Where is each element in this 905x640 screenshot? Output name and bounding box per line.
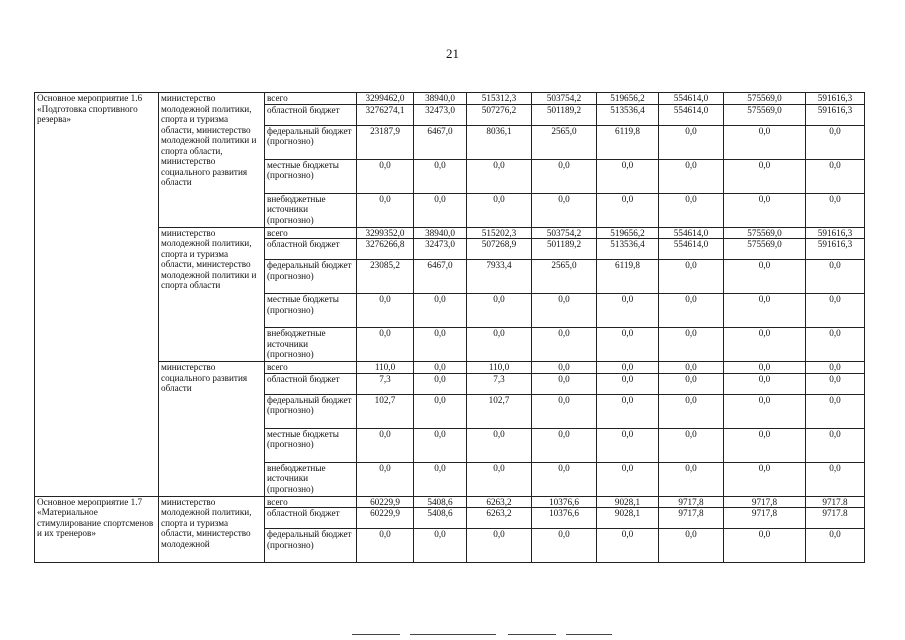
funding-source-cell: всего bbox=[265, 93, 357, 105]
value-cell: 0,0 bbox=[467, 462, 532, 496]
value-cell: 9717,8 bbox=[724, 496, 806, 508]
footer-rule bbox=[508, 634, 556, 635]
table-row bbox=[35, 93, 865, 105]
value-cell: 38940,0 bbox=[414, 227, 467, 239]
page-number: 21 bbox=[446, 46, 459, 61]
funding-source-cell: федеральный бюджет (прогнозно) bbox=[265, 529, 357, 563]
value-cell: 0,0 bbox=[467, 193, 532, 227]
budget-table bbox=[34, 92, 865, 563]
value-cell: 38940,0 bbox=[414, 93, 467, 105]
funding-source-cell: областной бюджет bbox=[265, 239, 357, 260]
value-cell: 501189,2 bbox=[532, 239, 597, 260]
value-cell: 0,0 bbox=[659, 328, 724, 362]
value-cell: 6467,0 bbox=[414, 125, 467, 159]
value-cell: 554614,0 bbox=[659, 239, 724, 260]
value-cell: 0,0 bbox=[357, 462, 414, 496]
value-cell: 0,0 bbox=[724, 294, 806, 328]
value-cell: 519656,2 bbox=[597, 93, 659, 105]
value-cell: 0,0 bbox=[357, 159, 414, 193]
value-cell: 0,0 bbox=[414, 394, 467, 428]
value-cell: 2565,0 bbox=[532, 260, 597, 294]
value-cell: 0,0 bbox=[659, 373, 724, 394]
value-cell: 0,0 bbox=[532, 428, 597, 462]
value-cell: 0,0 bbox=[659, 193, 724, 227]
value-cell: 0,0 bbox=[532, 362, 597, 374]
value-cell: 0,0 bbox=[467, 328, 532, 362]
funding-source-cell: всего bbox=[265, 362, 357, 374]
value-cell: 575569,0 bbox=[724, 93, 806, 105]
funding-source-cell: внебюджетные источники (прогнозно) bbox=[265, 462, 357, 496]
table-row bbox=[35, 496, 865, 508]
value-cell: 7,3 bbox=[467, 373, 532, 394]
value-cell: 0,0 bbox=[532, 159, 597, 193]
value-cell: 0,0 bbox=[659, 394, 724, 428]
funding-source-cell: федеральный бюджет (прогнозно) bbox=[265, 260, 357, 294]
value-cell: 0,0 bbox=[724, 462, 806, 496]
value-cell: 10376,6 bbox=[532, 508, 597, 529]
value-cell: 3276274,1 bbox=[357, 104, 414, 125]
value-cell: 5408,6 bbox=[414, 496, 467, 508]
funding-source-cell: местные бюджеты (прогнозно) bbox=[265, 428, 357, 462]
value-cell: 32473,0 bbox=[414, 239, 467, 260]
value-cell: 9717,8 bbox=[659, 508, 724, 529]
value-cell: 503754,2 bbox=[532, 93, 597, 105]
value-cell: 0,0 bbox=[597, 193, 659, 227]
funding-source-cell: федеральный бюджет (прогнозно) bbox=[265, 394, 357, 428]
value-cell: 0,0 bbox=[597, 362, 659, 374]
value-cell: 6263,2 bbox=[467, 508, 532, 529]
value-cell: 0,0 bbox=[724, 159, 806, 193]
value-cell: 0,0 bbox=[806, 362, 865, 374]
value-cell: 102,7 bbox=[467, 394, 532, 428]
value-cell: 513536,4 bbox=[597, 239, 659, 260]
value-cell: 9717.8 bbox=[806, 508, 865, 529]
funding-source-cell: внебюджетные источники (прогнозно) bbox=[265, 193, 357, 227]
value-cell: 0,0 bbox=[467, 159, 532, 193]
value-cell: 0,0 bbox=[806, 394, 865, 428]
value-cell: 0,0 bbox=[724, 193, 806, 227]
value-cell: 0,0 bbox=[597, 328, 659, 362]
value-cell: 591616,3 bbox=[806, 93, 865, 105]
value-cell: 2565,0 bbox=[532, 125, 597, 159]
value-cell: 3276266,8 bbox=[357, 239, 414, 260]
value-cell: 0,0 bbox=[414, 328, 467, 362]
value-cell: 0,0 bbox=[806, 462, 865, 496]
executor-cell: министерство молодежной политики, спорта и туризма области, министерство молодежной bbox=[159, 496, 265, 563]
value-cell: 0,0 bbox=[414, 428, 467, 462]
value-cell: 0,0 bbox=[532, 294, 597, 328]
value-cell: 554614,0 bbox=[659, 93, 724, 105]
value-cell: 0,0 bbox=[806, 193, 865, 227]
value-cell: 6263,2 bbox=[467, 496, 532, 508]
value-cell: 515312,3 bbox=[467, 93, 532, 105]
value-cell: 0,0 bbox=[659, 159, 724, 193]
footer-rule bbox=[410, 634, 496, 635]
funding-source-cell: местные бюджеты (прогнозно) bbox=[265, 159, 357, 193]
value-cell: 0,0 bbox=[659, 428, 724, 462]
value-cell: 0,0 bbox=[532, 373, 597, 394]
value-cell: 60229,9 bbox=[357, 496, 414, 508]
executor-cell: министерство молодежной политики, спорта и туризма области, министерство молодежной политики и спорта области, министерство социального развития области bbox=[159, 93, 265, 228]
measure-title: Основное мероприятие 1.6 «Подготовка спортивного резерва» bbox=[35, 93, 159, 497]
value-cell: 0,0 bbox=[659, 529, 724, 563]
value-cell: 8036,1 bbox=[467, 125, 532, 159]
value-cell: 0,0 bbox=[724, 373, 806, 394]
value-cell: 0,0 bbox=[659, 362, 724, 374]
measure-title: Основное мероприятие 1.7 «Материальное стимулирование спортсменов и их тренеров» bbox=[35, 496, 159, 563]
funding-source-cell: федеральный бюджет (прогнозно) bbox=[265, 125, 357, 159]
value-cell: 9717,8 bbox=[724, 508, 806, 529]
value-cell: 10376,6 bbox=[532, 496, 597, 508]
value-cell: 0,0 bbox=[532, 193, 597, 227]
value-cell: 575569,0 bbox=[724, 227, 806, 239]
value-cell: 0,0 bbox=[414, 529, 467, 563]
value-cell: 0,0 bbox=[597, 529, 659, 563]
value-cell: 0,0 bbox=[414, 193, 467, 227]
value-cell: 0,0 bbox=[724, 428, 806, 462]
value-cell: 3299462,0 bbox=[357, 93, 414, 105]
value-cell: 0,0 bbox=[597, 294, 659, 328]
executor-cell: министерство социального развития области bbox=[159, 362, 265, 497]
value-cell: 7933,4 bbox=[467, 260, 532, 294]
value-cell: 6119,8 bbox=[597, 260, 659, 294]
value-cell: 0,0 bbox=[532, 462, 597, 496]
value-cell: 0,0 bbox=[532, 328, 597, 362]
value-cell: 110,0 bbox=[357, 362, 414, 374]
value-cell: 23085,2 bbox=[357, 260, 414, 294]
value-cell: 7,3 bbox=[357, 373, 414, 394]
value-cell: 554614,0 bbox=[659, 104, 724, 125]
value-cell: 0,0 bbox=[806, 428, 865, 462]
value-cell: 503754,2 bbox=[532, 227, 597, 239]
value-cell: 554614,0 bbox=[659, 227, 724, 239]
value-cell: 513536,4 bbox=[597, 104, 659, 125]
value-cell: 0,0 bbox=[414, 294, 467, 328]
value-cell: 575569,0 bbox=[724, 239, 806, 260]
funding-source-cell: областной бюджет bbox=[265, 373, 357, 394]
value-cell: 6119,8 bbox=[597, 125, 659, 159]
value-cell: 0,0 bbox=[532, 394, 597, 428]
value-cell: 0,0 bbox=[724, 260, 806, 294]
value-cell: 0,0 bbox=[467, 428, 532, 462]
value-cell: 23187,9 bbox=[357, 125, 414, 159]
value-cell: 0,0 bbox=[806, 328, 865, 362]
value-cell: 0,0 bbox=[357, 428, 414, 462]
value-cell: 32473,0 bbox=[414, 104, 467, 125]
value-cell: 0,0 bbox=[597, 462, 659, 496]
value-cell: 0,0 bbox=[357, 328, 414, 362]
value-cell: 0,0 bbox=[659, 462, 724, 496]
value-cell: 0,0 bbox=[414, 362, 467, 374]
value-cell: 0,0 bbox=[806, 373, 865, 394]
funding-source-cell: областной бюджет bbox=[265, 104, 357, 125]
value-cell: 591616,3 bbox=[806, 239, 865, 260]
funding-source-cell: областной бюджет bbox=[265, 508, 357, 529]
funding-source-cell: внебюджетные источники (прогнозно) bbox=[265, 328, 357, 362]
value-cell: 0,0 bbox=[414, 373, 467, 394]
value-cell: 501189,2 bbox=[532, 104, 597, 125]
value-cell: 0,0 bbox=[659, 125, 724, 159]
value-cell: 0,0 bbox=[724, 362, 806, 374]
value-cell: 0,0 bbox=[467, 529, 532, 563]
footer-rule bbox=[352, 634, 400, 635]
executor-cell: министерство молодежной политики, спорта и туризма области, министерство молодежной политики и спорта области bbox=[159, 227, 265, 362]
value-cell: 0,0 bbox=[806, 260, 865, 294]
value-cell: 0,0 bbox=[597, 373, 659, 394]
value-cell: 0,0 bbox=[659, 260, 724, 294]
value-cell: 507276,2 bbox=[467, 104, 532, 125]
value-cell: 0,0 bbox=[806, 159, 865, 193]
value-cell: 6467,0 bbox=[414, 260, 467, 294]
value-cell: 3299352,0 bbox=[357, 227, 414, 239]
value-cell: 0,0 bbox=[806, 529, 865, 563]
value-cell: 0,0 bbox=[414, 159, 467, 193]
value-cell: 0,0 bbox=[414, 462, 467, 496]
footer-rule bbox=[566, 634, 612, 635]
value-cell: 591616,3 bbox=[806, 227, 865, 239]
value-cell: 9717,8 bbox=[659, 496, 724, 508]
value-cell: 507268,9 bbox=[467, 239, 532, 260]
value-cell: 0,0 bbox=[532, 529, 597, 563]
value-cell: 0,0 bbox=[806, 294, 865, 328]
funding-source-cell: всего bbox=[265, 496, 357, 508]
value-cell: 0,0 bbox=[806, 125, 865, 159]
value-cell: 0,0 bbox=[357, 529, 414, 563]
value-cell: 0,0 bbox=[357, 294, 414, 328]
value-cell: 9717.8 bbox=[806, 496, 865, 508]
value-cell: 9028,1 bbox=[597, 508, 659, 529]
value-cell: 0,0 bbox=[724, 328, 806, 362]
value-cell: 0,0 bbox=[597, 159, 659, 193]
value-cell: 102,7 bbox=[357, 394, 414, 428]
value-cell: 60229,9 bbox=[357, 508, 414, 529]
value-cell: 0,0 bbox=[724, 394, 806, 428]
value-cell: 0,0 bbox=[467, 294, 532, 328]
value-cell: 0,0 bbox=[597, 394, 659, 428]
funding-source-cell: местные бюджеты (прогнозно) bbox=[265, 294, 357, 328]
value-cell: 0,0 bbox=[659, 294, 724, 328]
table-row bbox=[35, 227, 865, 239]
value-cell: 5408,6 bbox=[414, 508, 467, 529]
value-cell: 591616,3 bbox=[806, 104, 865, 125]
value-cell: 0,0 bbox=[597, 428, 659, 462]
value-cell: 0,0 bbox=[724, 529, 806, 563]
value-cell: 519656,2 bbox=[597, 227, 659, 239]
value-cell: 0,0 bbox=[357, 193, 414, 227]
value-cell: 0,0 bbox=[724, 125, 806, 159]
value-cell: 110,0 bbox=[467, 362, 532, 374]
value-cell: 9028,1 bbox=[597, 496, 659, 508]
value-cell: 515202,3 bbox=[467, 227, 532, 239]
table-row bbox=[35, 362, 865, 374]
funding-source-cell: всего bbox=[265, 227, 357, 239]
value-cell: 575569,0 bbox=[724, 104, 806, 125]
